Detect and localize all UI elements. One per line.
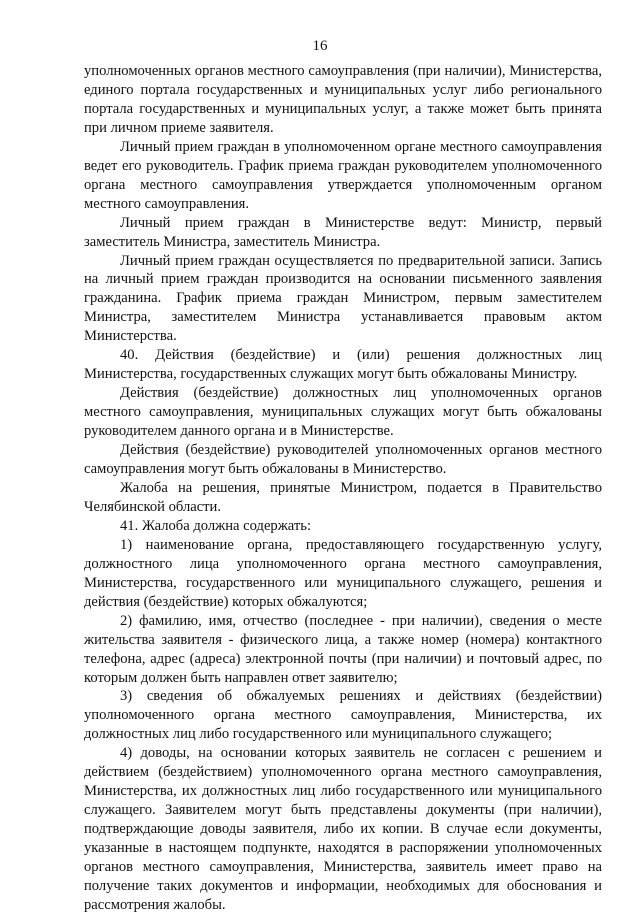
paragraph-clause-40: 40. Действия (бездействие) и (или) решения должностных лиц Министерства, государственных служащих могут быть обжалованы Министру. xyxy=(84,347,602,383)
list-item-1: 1) наименование органа, предоставляющего государственную услугу, должностного лица уполномоченного органа местного самоуправления, Министерства, государственного или муниципального служащего, решения и действия (бездействие) которых обжалуются; xyxy=(84,536,602,610)
paragraph-heads-appeal: Действия (бездействие) руководителей уполномоченных органов местного самоуправления могут быть обжалованы в Министерство. xyxy=(84,442,602,478)
page-number: 16 xyxy=(312,38,328,54)
paragraph-clause-41: 41. Жалоба должна содержать: xyxy=(120,517,311,534)
paragraph-municipal-appeal: Действия (бездействие) должностных лиц уполномоченных органов местного самоуправления, муниципальных служащих могут быть обжалованы руководителем данного органа и в Министерстве. xyxy=(84,385,602,440)
paragraph-continuation: уполномоченных органов местного самоуправления (при наличии), Министерства, единого портала государственных и муниципальных услуг либо регионального портала государственных и муниципальных услуг, а также может быть принята при личном приеме заявителя. xyxy=(84,63,602,136)
paragraph-appointment: Личный прием граждан осуществляется по предварительной записи. Запись на личный прием граждан производится на основании письменного заявления гражданина. График приема граждан Министром, первым заместителем Министра, заместителем Министра устанавливается правовым актом Министерства. xyxy=(84,252,602,345)
document-body xyxy=(84,62,602,915)
paragraph-local-reception: Личный прием граждан в уполномоченном органе местного самоуправления ведет его руководитель. График приема граждан руководителем уполномоченного органа местного самоуправления утверждается уполномоченным органом местного самоуправления. xyxy=(84,138,602,212)
paragraph-government-appeal: Жалоба на решения, принятые Министром, подается в Правительство Челябинской области. xyxy=(84,479,602,515)
list-item-2: 2) фамилию, имя, отчество (последнее - при наличии), сведения о месте жительства заявителя - физического лица, а также номер (номера) контактного телефона, адрес (адреса) электронной почты (при наличии) и почтовый адрес, по которым должен быть направлен ответ заявителю; xyxy=(84,612,602,686)
list-item-4: 4) доводы, на основании которых заявитель не согласен с решением и действием (бездействием) уполномоченного органа местного самоуправления, Министерства, их должностных лиц либо государственного или муниципального служащего. Заявителем могут быть представлены документы (при наличии), подтверждающие доводы заявителя, либо их копии. В случае если документы, указанные в настоящем подпункте, находятся в распоряжении уполномоченных органов местного самоуправления, Министерства, заявитель имеет право на получение таких документов и информации, необходимых для обоснования и рассмотрения жалобы. xyxy=(84,745,602,913)
paragraph-ministry-reception: Личный прием граждан в Министерстве ведут: Министр, первый заместитель Министра, заместитель Министра. xyxy=(84,214,602,250)
list-item-3: 3) сведения об обжалуемых решениях и действиях (бездействии) уполномоченного органа местного самоуправления, Министерства, их должностных лиц либо государственного или муниципального служащего; xyxy=(84,688,602,743)
